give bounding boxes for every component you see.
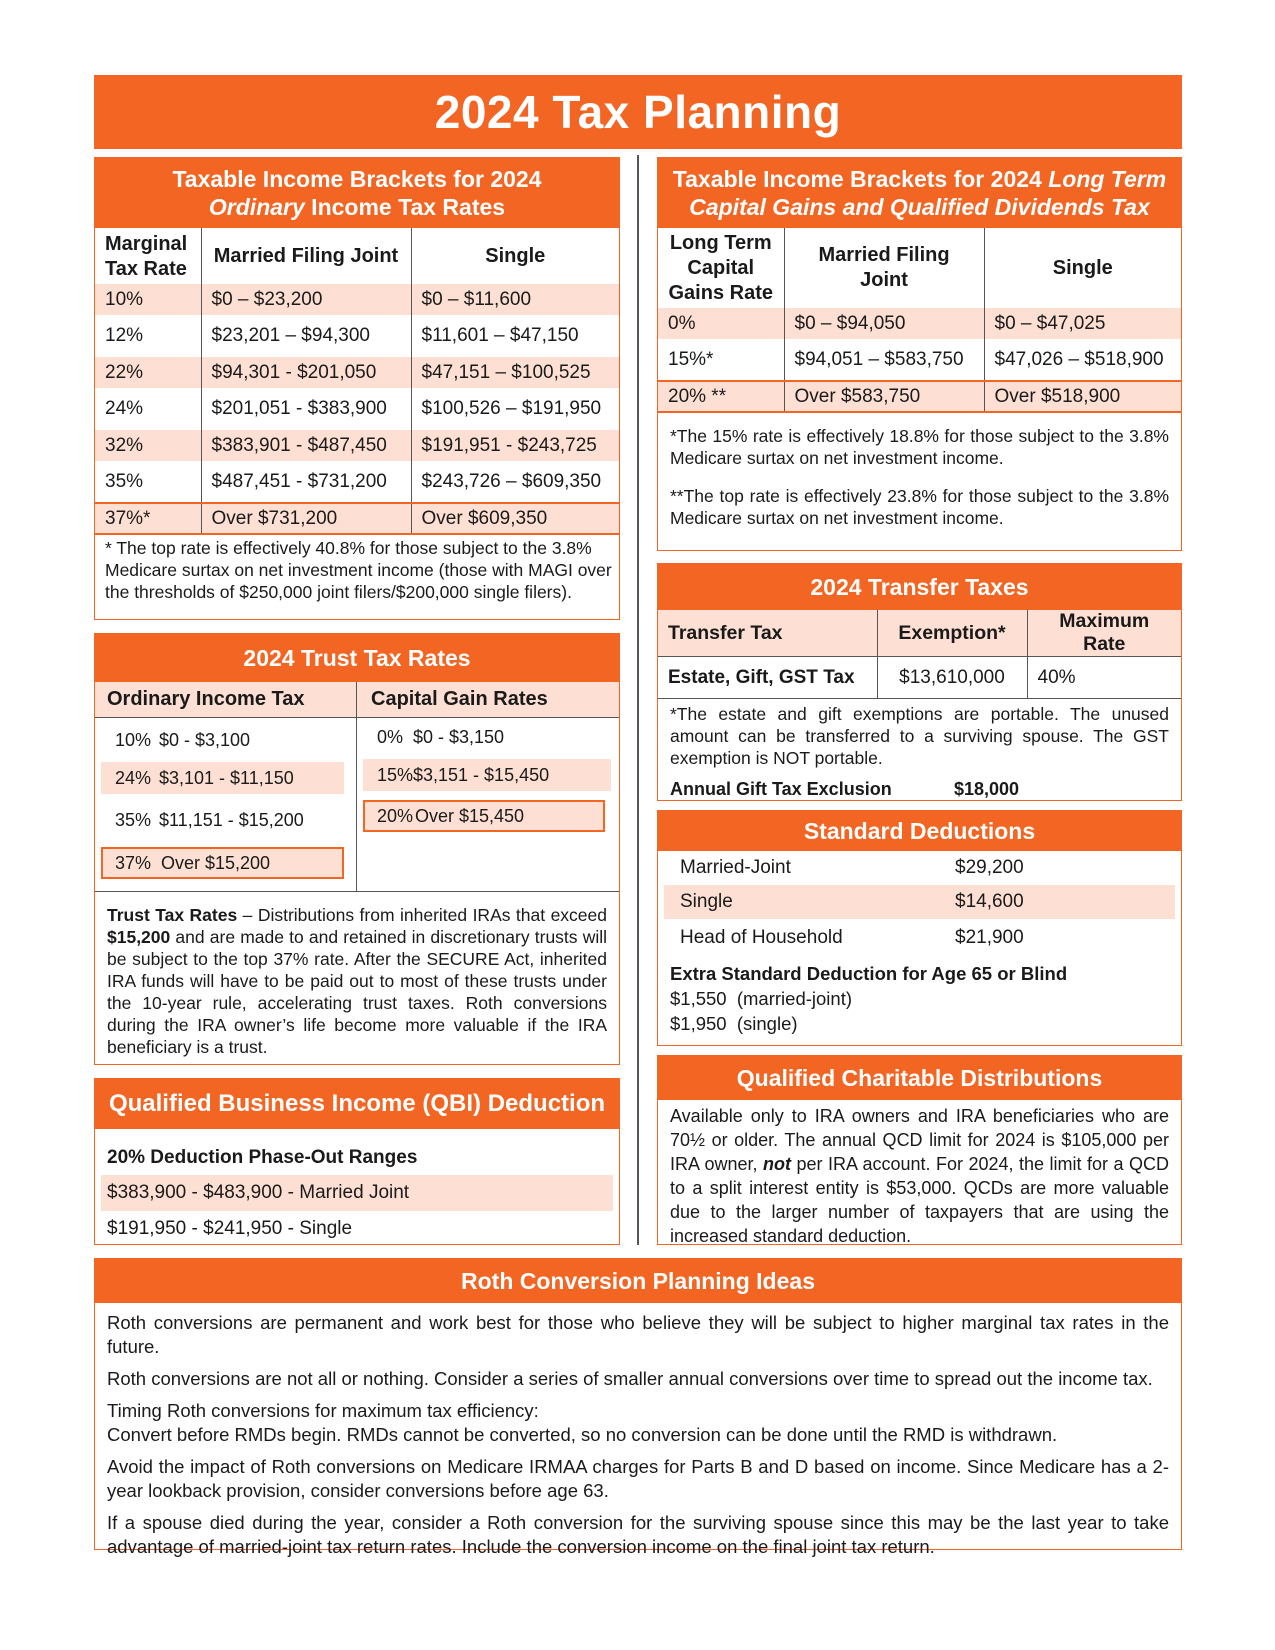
- gift-exclusion-value: $18,000: [954, 779, 1020, 799]
- transfer-note: *The estate and gift exemptions are portable. The unused amount can be transferred to a surviving spouse. The GST exemption is NOT portable.: [670, 704, 1169, 768]
- qbi-row-married: $383,900 - $483,900 - Married Joint: [101, 1175, 613, 1211]
- mfj-cell: $94,301 - $201,050: [201, 357, 411, 388]
- single-cell: Over $518,900: [984, 381, 1181, 412]
- qbi-section: [94, 1078, 620, 1245]
- table-row: [95, 430, 619, 461]
- transfer-taxes-table: [658, 610, 1181, 699]
- trust-note-b: and are made to and retained in discretionary trusts will be subject to the top 37% rate. After the SECURE Act, inherited IRA funds will have to be paid out to most of these trusts under the 10-year rule, accelerating trust taxes. Roth conversions during the IRA owner’s life become more valuable if the IRA beneficiary is a trust.: [107, 927, 607, 1057]
- trust-rate: 37%: [115, 852, 152, 873]
- trust-rate: 0%: [377, 726, 404, 747]
- single-cell: $0 – $11,600: [411, 284, 619, 315]
- trust-ordinary-column: [95, 682, 357, 891]
- roth-idea: Timing Roth conversions for maximum tax efficiency:: [107, 1400, 539, 1421]
- ltcg-title-italic2: Capital Gains and Qualified Dividends Tax: [689, 194, 1150, 220]
- trust-rate: 35%: [115, 809, 152, 830]
- table-row: [658, 308, 1181, 339]
- roth-idea: If a spouse died during the year, consider a Roth conversion for the surviving spouse since this may be the last year to take advantage of married-joint tax return rates. Include the conversion income on the final joint tax return.: [107, 1512, 1169, 1557]
- qcd-text-a: Available only to IRA owners and IRA beneficiaries who are 70½ or older. The annual QCD limit for 2024 is $105,000 per IRA owner,: [670, 1106, 1169, 1174]
- table-row-top-rate: [95, 503, 619, 534]
- table-row: [95, 388, 619, 430]
- table-header-row: [95, 228, 619, 284]
- deduction-value: $21,900: [955, 927, 1024, 948]
- column-divider: [637, 155, 639, 1245]
- trust-range: $3,151 - $15,450: [413, 764, 550, 785]
- single-cell: $47,151 – $100,525: [411, 357, 619, 388]
- roth-section: [94, 1258, 1182, 1557]
- deduction-row: [664, 885, 1175, 919]
- header-exemption: Exemption*: [877, 610, 1027, 657]
- trust-rate: 24%: [115, 767, 152, 788]
- header-married-joint: Married Filing Joint: [784, 228, 984, 308]
- ordinary-title-italic: Ordinary: [208, 194, 305, 220]
- trust-tax-section: [94, 633, 620, 1065]
- rate-cell: 0%: [668, 312, 696, 334]
- trust-ordinary-header: Ordinary Income Tax: [95, 682, 356, 718]
- trust-capital-row: [363, 759, 611, 791]
- single-cell: $100,526 – $191,950: [411, 388, 619, 430]
- trust-capital-header: Capital Gain Rates: [357, 682, 619, 718]
- extra-deduction-line: $1,550 (married-joint): [670, 988, 852, 1009]
- trust-tax-header: 2024 Trust Tax Rates: [95, 634, 619, 682]
- header-single: Single: [411, 228, 619, 284]
- qbi-subtitle: 20% Deduction Phase-Out Ranges: [107, 1147, 418, 1168]
- rate-cell: 10%: [105, 288, 144, 310]
- roth-idea: Roth conversions are not all or nothing. Consider a series of smaller annual conversions over time to spread out the income tax.: [107, 1368, 1153, 1389]
- deduction-label: Head of Household: [680, 927, 843, 948]
- ltcg-footnote-2: **The top rate is effectively 23.8% for those subject to the 3.8% Medicare surtax on net investment income.: [670, 486, 1169, 528]
- ltcg-title-line1: [673, 165, 1166, 193]
- trust-capital-column: [357, 682, 619, 891]
- trust-range: $3,101 - $11,150: [159, 767, 294, 788]
- single-cell: $11,601 – $47,150: [411, 315, 619, 357]
- trust-note-a: – Distributions from inherited IRAs that exceed: [237, 905, 607, 925]
- rate-cell: 15%*: [668, 348, 714, 370]
- ordinary-footnote: * The top rate is effectively 40.8% for those subject to the 3.8% Medicare surtax on net investment income (those with MAGI over the thresholds of $250,000 joint filers/$200,000 single filers).: [105, 538, 612, 602]
- qbi-header: Qualified Business Income (QBI) Deduction: [95, 1079, 619, 1129]
- ltcg-footnote-1: *The 15% rate is effectively 18.8% for those subject to the 3.8% Medicare surtax on net investment income.: [670, 426, 1169, 468]
- mfj-cell: $0 – $94,050: [784, 308, 984, 339]
- ltcg-title-italic: Long Term: [1048, 166, 1167, 192]
- header-maximum-rate: Maximum Rate: [1027, 610, 1181, 657]
- mfj-cell: $23,201 – $94,300: [201, 315, 411, 357]
- table-row-top-rate: [658, 381, 1181, 412]
- mfj-cell: Over $731,200: [201, 503, 411, 534]
- trust-capital-row: [363, 720, 611, 754]
- deduction-label: Married-Joint: [680, 857, 791, 878]
- single-cell: $191,951 - $243,725: [411, 430, 619, 461]
- trust-rate: 10%: [115, 729, 152, 750]
- rate-cell: 12%: [105, 325, 144, 346]
- header-marginal-rate: Marginal Tax Rate: [105, 233, 188, 280]
- table-row: [658, 657, 1181, 699]
- mfj-cell: Over $583,750: [784, 381, 984, 412]
- ordinary-brackets-table: [95, 228, 619, 535]
- mfj-cell: $201,051 - $383,900: [201, 388, 411, 430]
- deduction-value: $29,200: [955, 857, 1024, 878]
- single-cell: Over $609,350: [411, 503, 619, 534]
- gift-exclusion-row: [658, 769, 1181, 800]
- qcd-header: Qualified Charitable Distributions: [658, 1056, 1181, 1100]
- extra-deduction-title: Extra Standard Deduction for Age 65 or Blind: [670, 963, 1068, 984]
- ordinary-brackets-section: [94, 157, 620, 620]
- rate-cell: 35%: [105, 470, 144, 492]
- trust-rate: 15%: [377, 764, 414, 785]
- trust-rates-grid: [95, 682, 619, 892]
- trust-ordinary-row-top: [101, 847, 344, 879]
- ltcg-title-line2: [689, 193, 1150, 221]
- rate-cell: 20% **: [668, 385, 727, 407]
- table-row: [95, 461, 619, 503]
- transfer-type-cell: Estate, Gift, GST Tax: [668, 666, 855, 688]
- single-cell: $47,026 – $518,900: [984, 339, 1181, 381]
- header-transfer-tax: Transfer Tax: [668, 621, 783, 644]
- trust-ordinary-row: [101, 800, 344, 840]
- roth-idea-continued: Convert before RMDs begin. RMDs cannot be converted, so no conversion can be done until the RMD is withdrawn.: [107, 1424, 1058, 1445]
- ordinary-title-line1: Taxable Income Brackets for 2024: [172, 166, 542, 192]
- ltcg-title-plain: Taxable Income Brackets for 2024: [672, 166, 1049, 192]
- trust-note: [95, 892, 619, 1058]
- page-title: 2024 Tax Planning: [434, 86, 842, 138]
- trust-rate: 20%: [377, 805, 414, 826]
- single-cell: $243,726 – $609,350: [411, 461, 619, 503]
- qcd-text-b: per IRA account. For 2024, the limit for a QCD to a split interest entity is $53,000. QCDs are more valuable due to the larger number of taxpayers that are using the increased standard deduction.: [670, 1154, 1169, 1246]
- transfer-taxes-header: 2024 Transfer Taxes: [658, 564, 1181, 610]
- deduction-row: [658, 919, 1181, 957]
- trust-note-bold: Trust Tax Rates: [107, 905, 238, 925]
- standard-deductions-section: [657, 810, 1182, 1046]
- mfj-cell: $0 – $23,200: [201, 284, 411, 315]
- standard-deductions-header: Standard Deductions: [658, 811, 1181, 851]
- trust-capital-row-top: [363, 800, 605, 832]
- rate-cell: 22%: [105, 361, 144, 383]
- rate-cell: 32%: [105, 434, 144, 456]
- ltcg-brackets-header: [658, 158, 1181, 228]
- trust-ordinary-row: [101, 762, 344, 794]
- ltcg-brackets-section: [657, 157, 1182, 551]
- ordinary-title-line2: [209, 193, 505, 221]
- max-rate-cell: 40%: [1027, 657, 1181, 699]
- ordinary-title-rest: Income Tax Rates: [304, 194, 506, 220]
- trust-range: $0 - $3,100: [159, 729, 251, 750]
- deduction-label: Single: [680, 891, 733, 912]
- ltcg-brackets-table: [658, 228, 1181, 413]
- gift-exclusion-label: Annual Gift Tax Exclusion: [670, 779, 892, 799]
- trust-ordinary-row: [101, 720, 344, 760]
- rate-cell: 37%*: [105, 507, 151, 529]
- deduction-value: $14,600: [955, 891, 1024, 912]
- roth-idea: Avoid the impact of Roth conversions on Medicare IRMAA charges for Parts B and D based on income. Since Medicare has a 2-year lookback provision, consider conversions before age 63.: [107, 1456, 1169, 1501]
- table-row: [95, 315, 619, 357]
- page-title-bar: [94, 75, 1182, 149]
- trust-range: $0 - $3,150: [413, 726, 505, 747]
- qbi-row-single: $191,950 - $241,950 - Single: [107, 1218, 353, 1239]
- qcd-section: [657, 1055, 1182, 1245]
- table-header-row: [658, 228, 1181, 308]
- transfer-taxes-section: [657, 563, 1182, 801]
- extra-deduction-line: $1,950 (single): [670, 1013, 798, 1034]
- header-married-joint: Married Filing Joint: [201, 228, 411, 284]
- exemption-cell: $13,610,000: [877, 657, 1027, 699]
- header-single: Single: [984, 228, 1181, 308]
- single-cell: $0 – $47,025: [984, 308, 1181, 339]
- qcd-text-emphasis: not: [763, 1154, 791, 1174]
- rate-cell: 24%: [105, 398, 144, 419]
- roth-idea: Roth conversions are permanent and work best for those who believe they will be subject to higher marginal tax rates in the future.: [107, 1312, 1169, 1357]
- deduction-row: [658, 851, 1181, 885]
- table-row: [658, 339, 1181, 381]
- mfj-cell: $94,051 – $583,750: [784, 339, 984, 381]
- table-row: [95, 284, 619, 315]
- header-ltcg-rate: Long Term Capital Gains Rate: [668, 231, 773, 304]
- trust-range: $11,151 - $15,200: [159, 809, 304, 830]
- trust-note-bold2: $15,200: [107, 927, 171, 947]
- mfj-cell: $383,901 - $487,450: [201, 430, 411, 461]
- table-header-row: [658, 610, 1181, 657]
- table-row: [95, 357, 619, 388]
- trust-range: Over $15,450: [415, 805, 525, 826]
- trust-range: Over $15,200: [161, 852, 271, 873]
- qcd-text: [658, 1100, 1181, 1248]
- roth-header: Roth Conversion Planning Ideas: [95, 1259, 1181, 1303]
- ordinary-brackets-header: [95, 158, 619, 228]
- mfj-cell: $487,451 - $731,200: [201, 461, 411, 503]
